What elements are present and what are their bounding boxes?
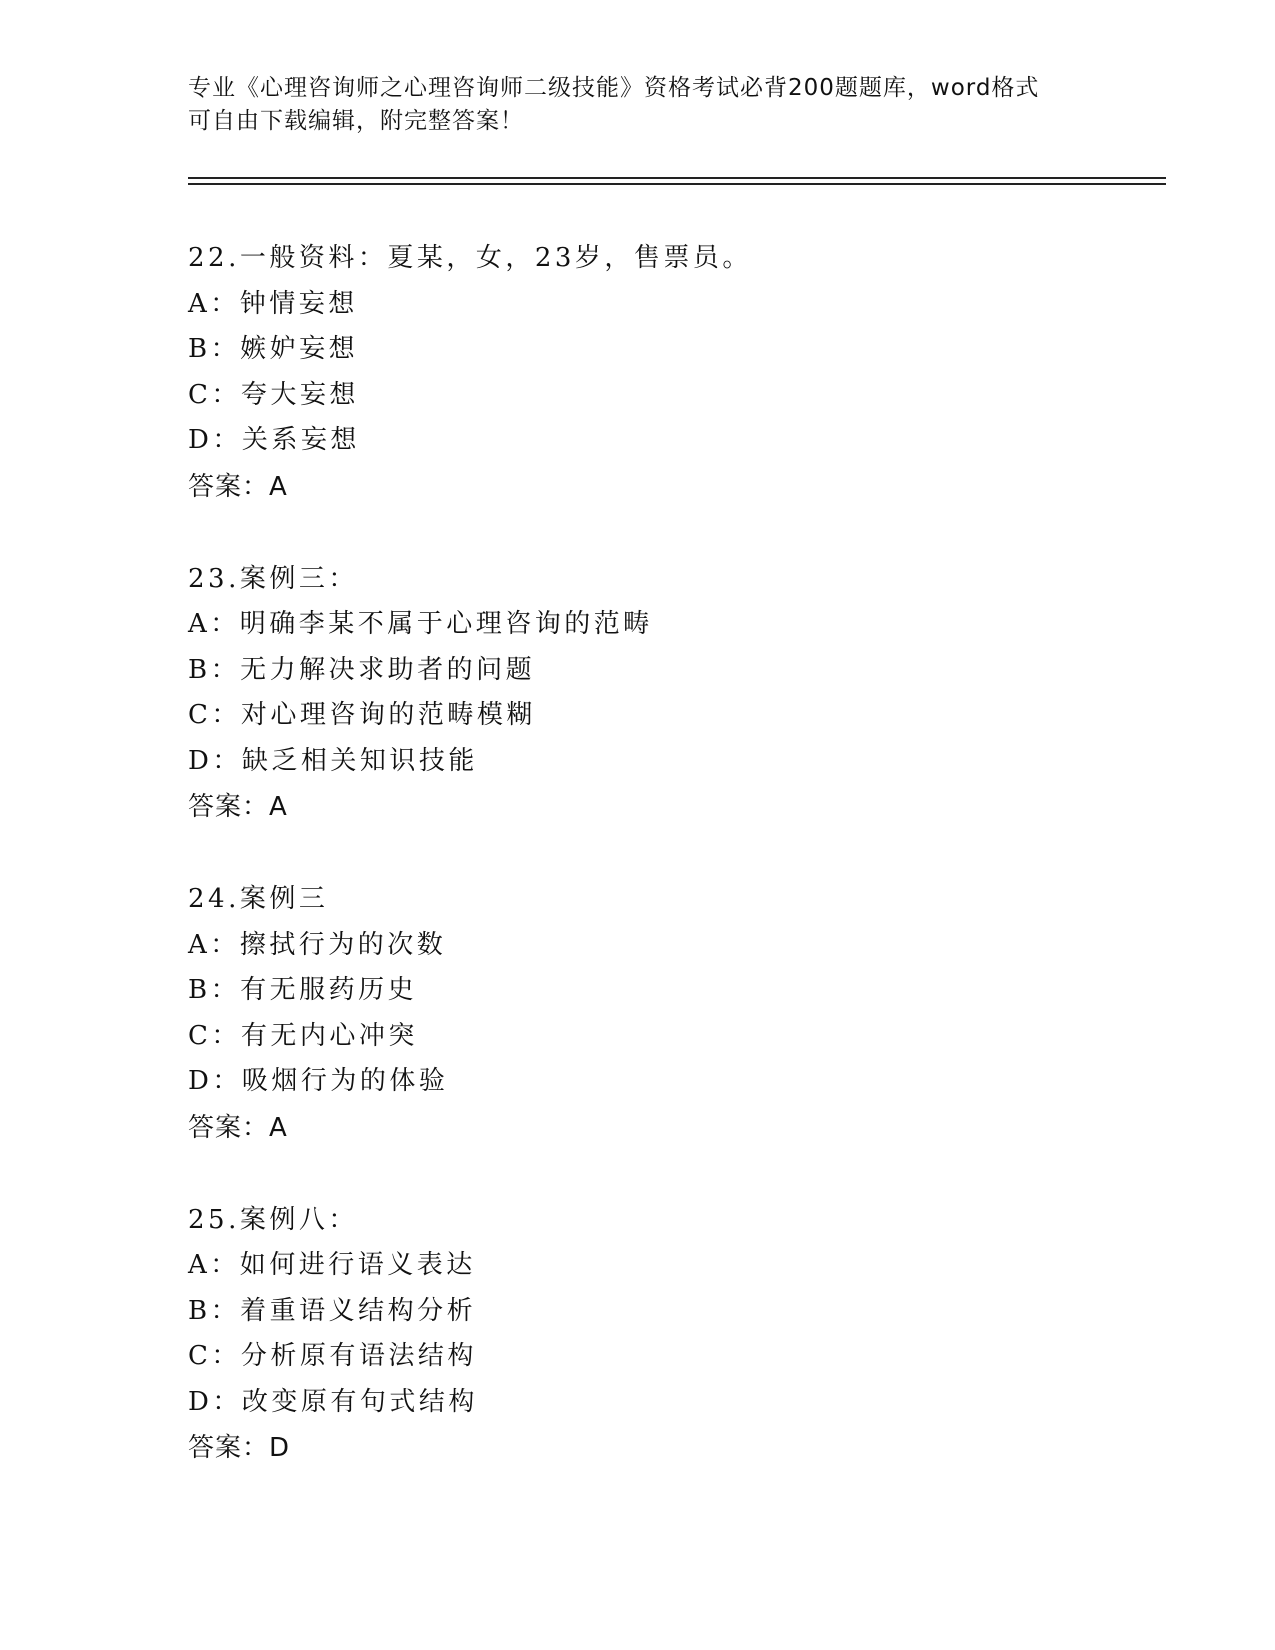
option-a: A：如何进行语义表达 (188, 1250, 476, 1280)
option-c: C：对心理咨询的范畴模糊 (188, 700, 536, 730)
answer-line: 答案：D (188, 1433, 291, 1463)
option-b: B：着重语义结构分析 (188, 1295, 477, 1326)
option-b: B：有无服药历史 (188, 975, 418, 1005)
question-stem: 24.案例三 (188, 884, 329, 914)
option-a: A：钟情妄想 (188, 288, 358, 319)
answer-line: 答案：A (188, 471, 288, 502)
answer-line: 答案：A (188, 1112, 288, 1143)
option-d: D：改变原有句式结构 (188, 1386, 478, 1417)
option-b: B：嫉妒妄想 (188, 334, 359, 364)
question-25 (188, 1198, 1148, 1472)
question-stem: 23.案例三： (188, 563, 358, 594)
option-d: D：缺乏相关知识技能 (188, 745, 478, 776)
option-a: A：擦拭行为的次数 (188, 929, 447, 960)
header-divider-top (188, 177, 1166, 179)
header-line-1: 专业《心理咨询师之心理咨询师二级技能》资格考试必背200题题库，word格式 (188, 75, 1040, 101)
question-22 (188, 236, 1148, 510)
option-c: C：有无内心冲突 (188, 1020, 418, 1051)
option-d: D：吸烟行为的体验 (188, 1066, 449, 1096)
question-23 (188, 557, 1148, 831)
header-divider-bottom (188, 183, 1166, 185)
option-d: D：关系妄想 (188, 425, 360, 455)
answer-line: 答案：A (188, 792, 288, 822)
question-stem: 25.案例八： (188, 1204, 358, 1235)
question-list (188, 236, 1148, 1518)
document-header (188, 72, 1088, 138)
option-a: A：明确李某不属于心理咨询的范畴 (188, 609, 653, 639)
option-c: C：夸大妄想 (188, 379, 359, 410)
option-b: B：无力解决求助者的问题 (188, 654, 536, 685)
option-c: C：分析原有语法结构 (188, 1341, 477, 1371)
header-line-2: 可自由下载编辑，附完整答案！ (188, 108, 524, 134)
question-stem: 22.一般资料：夏某，女，23岁，售票员。 (188, 243, 752, 273)
question-24 (188, 877, 1148, 1151)
